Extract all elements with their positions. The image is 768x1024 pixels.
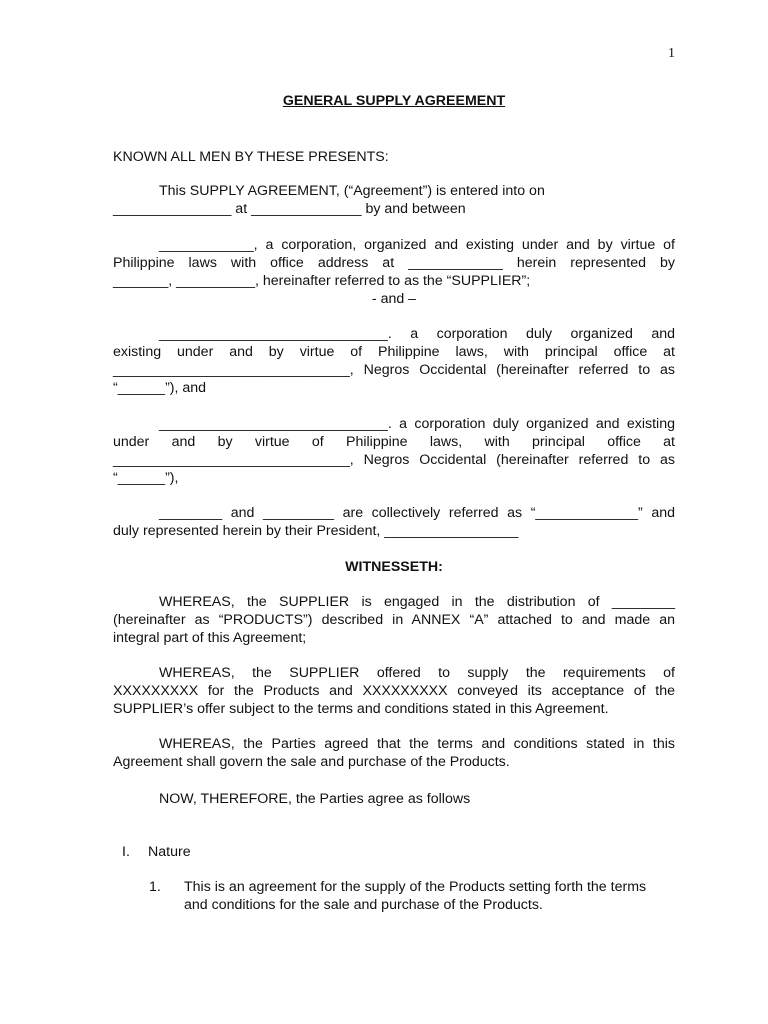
whereas-1-paragraph — [113, 593, 675, 647]
entered-line-1: This SUPPLY AGREEMENT, (“Agreement”) is entered into on — [159, 183, 545, 199]
whereas-2-line-3: SUPPLIER’s offer subject to the terms and conditions stated in this Agreement. — [113, 701, 609, 717]
supplier-line-2: Philippine laws with office address at ____________ herein represented by — [113, 255, 675, 271]
party-three-paragraph — [113, 415, 675, 487]
party-two-line-2: existing under and by virtue of Philippine laws, with principal office at — [113, 344, 675, 360]
item-1-line-2: and conditions for the sale and purchase of the Products. — [184, 897, 543, 913]
whereas-1-line-1: WHEREAS, the SUPPLIER is engaged in the distribution of ________ — [159, 594, 675, 610]
and-separator: - and – — [371, 291, 417, 307]
page-number: 1 — [668, 46, 675, 61]
party-two-line-3: ______________________________, Negros Occidental (hereinafter referred to as — [113, 362, 675, 378]
section-numeral: I. — [122, 844, 130, 860]
witnesseth-heading: WITNESSETH: — [345, 559, 443, 575]
party-three-line-1: _____________________________. a corporation duly organized and existing — [159, 416, 675, 432]
whereas-3-line-2: Agreement shall govern the sale and purchase of the Products. — [113, 754, 510, 770]
collective-paragraph — [113, 504, 675, 540]
item-1 — [113, 878, 675, 914]
entered-paragraph — [113, 182, 675, 218]
party-two-line-1: _____________________________. a corporation duly organized and — [159, 326, 675, 342]
supplier-line-1: ____________, a corporation, organized and existing under and by virtue of — [159, 237, 675, 253]
party-two-line-4: “______”), and — [113, 380, 207, 396]
item-1-line-1: This is an agreement for the supply of the Products setting forth the terms — [184, 879, 647, 895]
entered-line-2: _______________ at ______________ by and between — [113, 201, 466, 217]
now-therefore-paragraph: NOW, THEREFORE, the Parties agree as follows — [159, 791, 471, 807]
item-1-number: 1. — [149, 879, 161, 895]
party-three-line-4: “______”), — [113, 470, 179, 486]
whereas-2-paragraph — [113, 664, 675, 718]
whereas-3-line-1: WHEREAS, the Parties agreed that the terms and conditions stated in this — [159, 736, 675, 752]
document-title: GENERAL SUPPLY AGREEMENT — [282, 93, 506, 109]
whereas-1-line-3: integral part of this Agreement; — [113, 630, 307, 646]
collective-line-1: ________ and _________ are collectively referred as “_____________” and — [159, 505, 675, 521]
intro-heading: KNOWN ALL MEN BY THESE PRESENTS: — [113, 149, 389, 165]
collective-line-2: duly represented herein by their President, _________________ — [113, 523, 519, 539]
whereas-3-paragraph — [113, 735, 675, 771]
party-three-line-2: under and by virtue of Philippine laws, with principal office at — [113, 434, 675, 450]
whereas-2-line-2: XXXXXXXXX for the Products and XXXXXXXXX conveyed its acceptance of the — [113, 683, 675, 699]
section-title: Nature — [148, 844, 191, 860]
supplier-line-3: _______, __________, hereinafter referred to as the “SUPPLIER”; — [113, 273, 531, 289]
whereas-2-line-1: WHEREAS, the SUPPLIER offered to supply the requirements of — [159, 665, 675, 681]
party-three-line-3: ______________________________, Negros Occidental (hereinafter referred to as — [113, 452, 675, 468]
supplier-party-paragraph — [113, 236, 675, 290]
whereas-1-line-2: (hereinafter as “PRODUCTS”) described in ANNEX “A” attached to and made an — [113, 612, 675, 628]
party-two-paragraph — [113, 325, 675, 397]
